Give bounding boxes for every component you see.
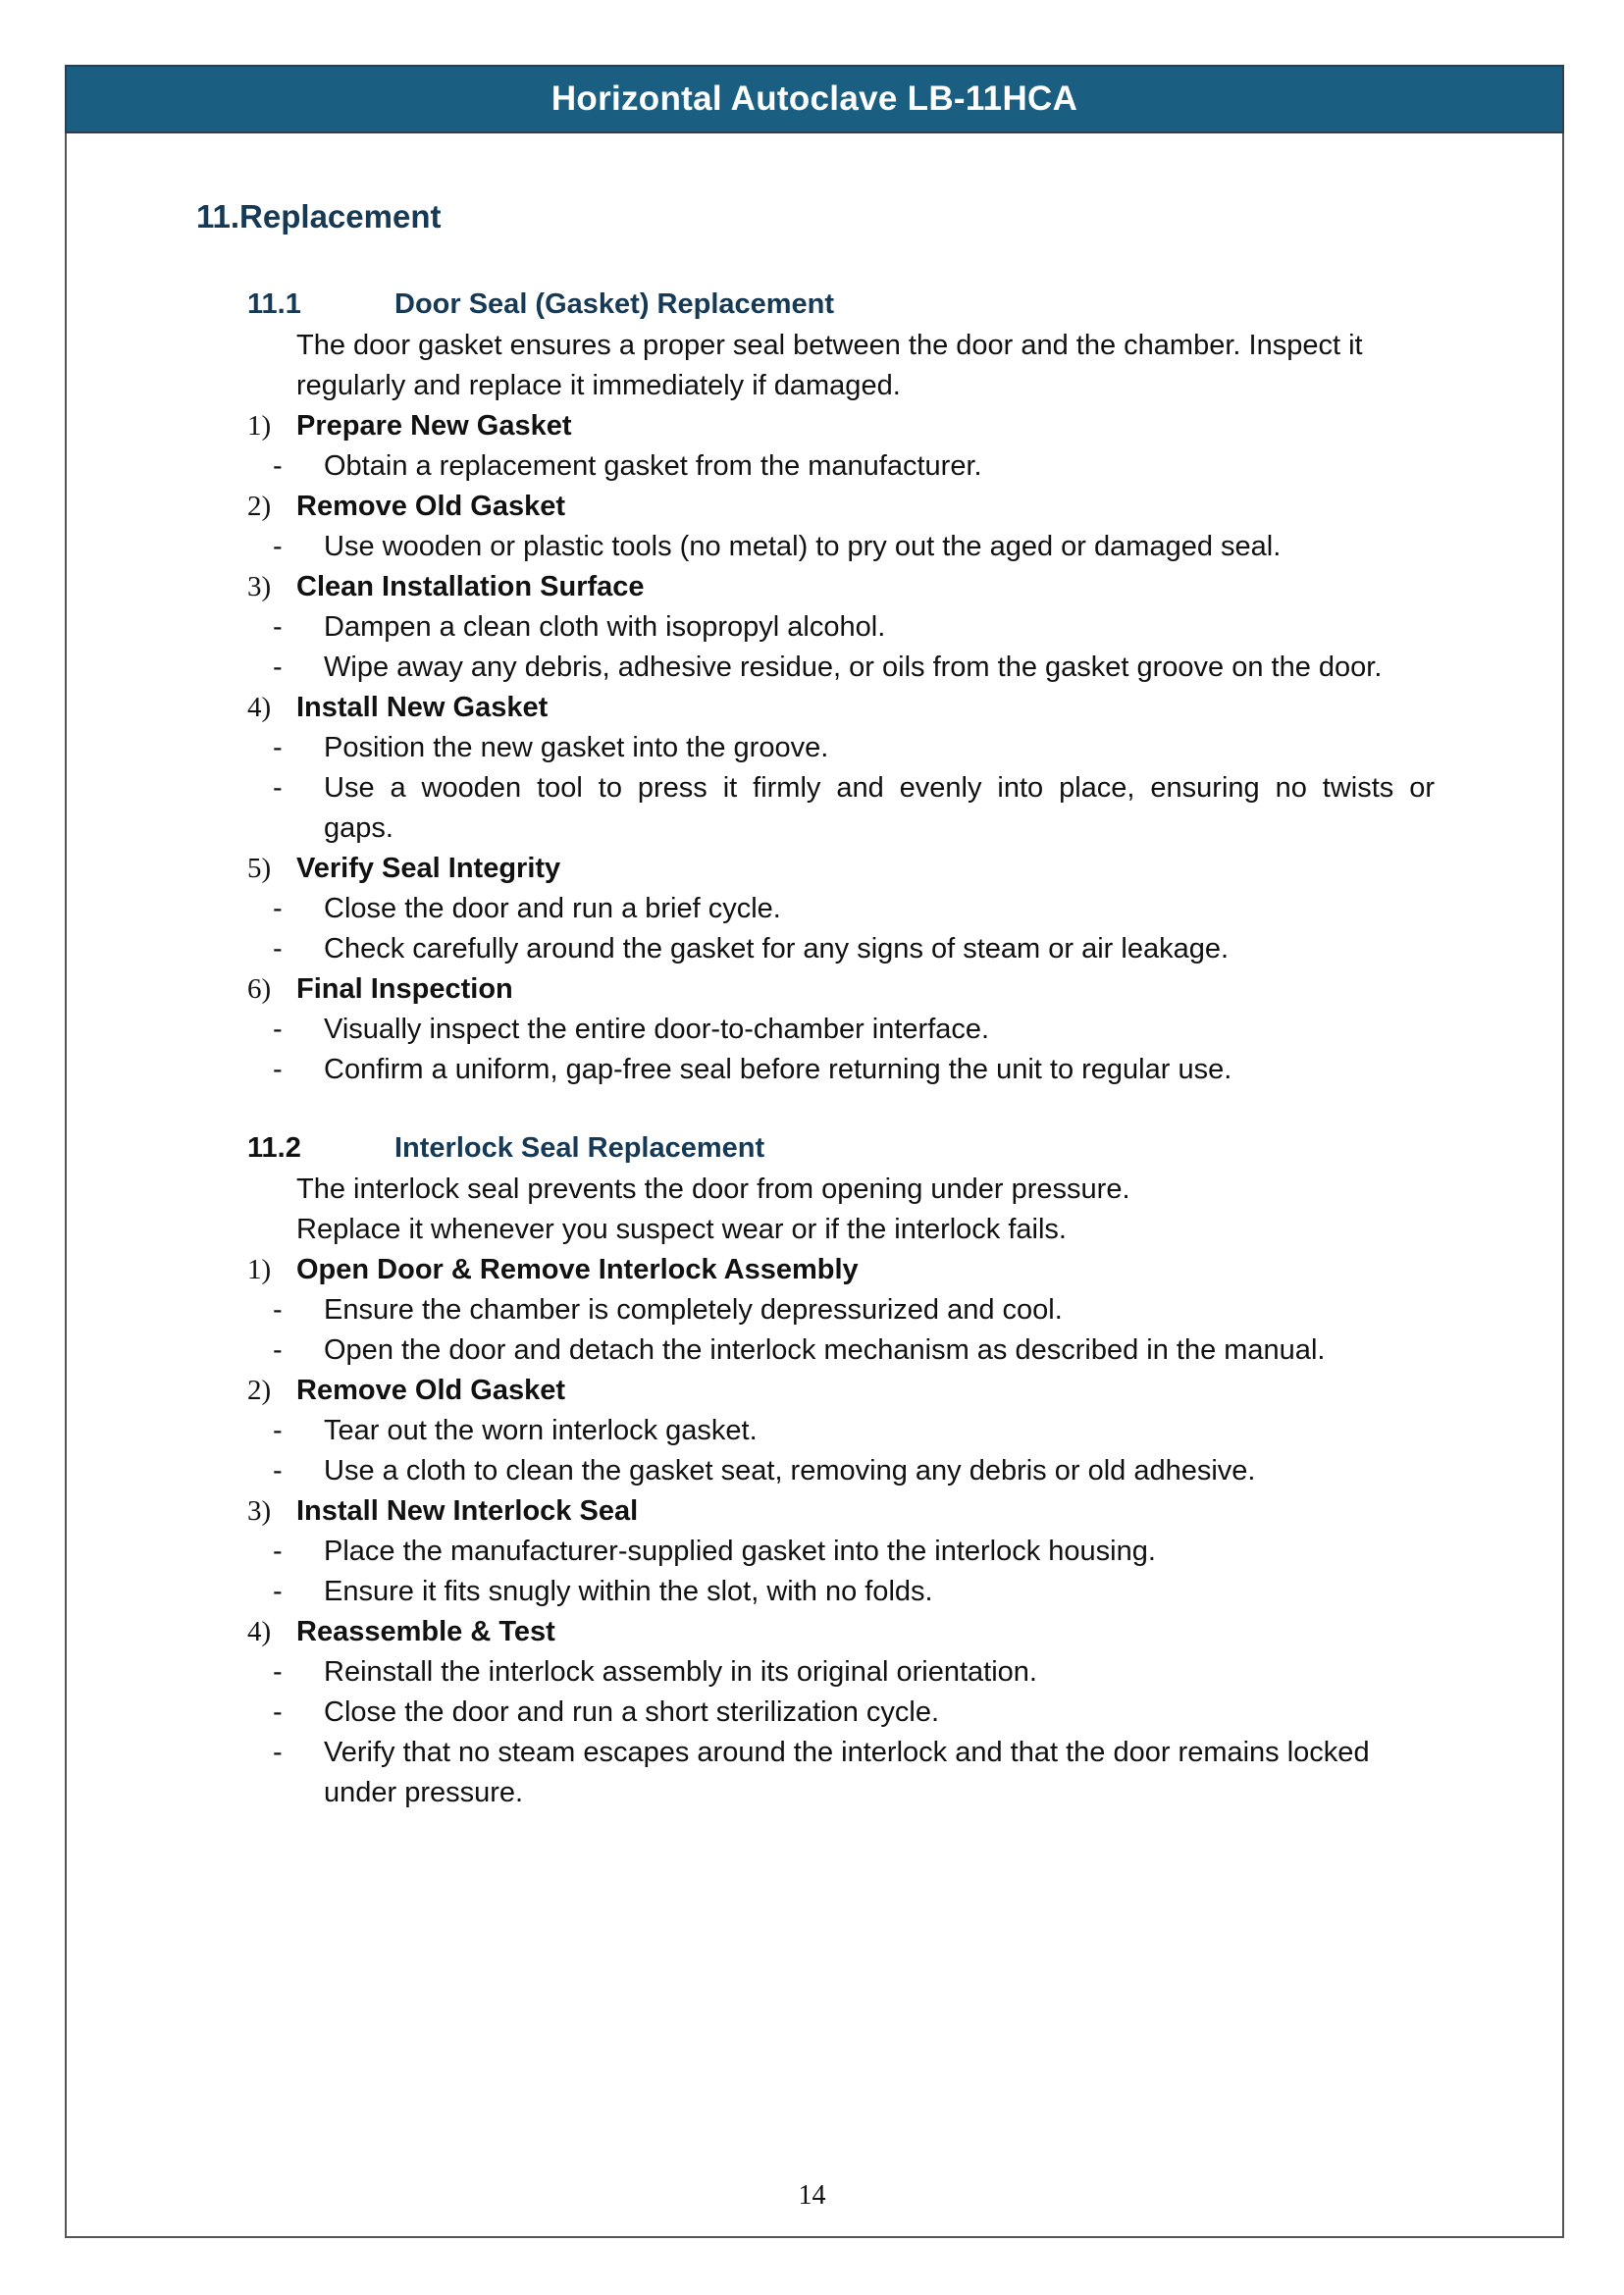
bullet-item: - Confirm a uniform, gap-free seal before returning the unit to regular use. (273, 1054, 1232, 1085)
section-intro-line: Replace it whenever you suspect wear or if the interlock fails. (296, 1214, 1067, 1245)
bullet-item: - Visually inspect the entire door-to-chamber interface. (273, 1014, 990, 1045)
bullet-item: - Close the door and run a short sterilization cycle. (273, 1696, 940, 1728)
section-intro-line: regularly and replace it immediately if damaged. (296, 370, 901, 401)
section-intro-line: The interlock seal prevents the door from opening under pressure. (296, 1174, 1130, 1205)
step-item: 1) Prepare New Gasket (247, 410, 572, 442)
header-bar (65, 65, 1564, 133)
step-item: 1) Open Door & Remove Interlock Assembly (247, 1254, 859, 1285)
step-item: 6) Final Inspection (247, 973, 513, 1005)
step-item: 4) Install New Gasket (247, 692, 549, 723)
section-number: 11.2 (247, 1132, 301, 1164)
bullet-item: - Ensure the chamber is completely depressurized and cool. (273, 1294, 1063, 1326)
bullet-item: - Reinstall the interlock assembly in its original orientation. (273, 1656, 1037, 1688)
bullet-item: - Obtain a replacement gasket from the manufacturer. (273, 450, 982, 482)
chapter-title: 11.Replacement (196, 198, 442, 235)
step-item: 2) Remove Old Gasket (247, 1375, 565, 1406)
section-heading-11-2 (247, 1132, 764, 1165)
bullet-item: - Wipe away any debris, adhesive residue, or oils from the gasket groove on the door. (273, 652, 1383, 683)
step-item: 2) Remove Old Gasket (247, 491, 565, 522)
bullet-item: - Ensure it fits snugly within the slot, with no folds. (273, 1576, 933, 1607)
section-number: 11.1 (247, 288, 301, 320)
bullet-item: - Place the manufacturer-supplied gasket into the interlock housing. (273, 1536, 1156, 1567)
bullet-item: - Use a wooden tool to press it firmly and evenly into place, ensuring no twists or (273, 772, 1435, 804)
bullet-item: - Check carefully around the gasket for any signs of steam or air leakage. (273, 933, 1230, 965)
step-item: 4) Reassemble & Test (247, 1616, 555, 1647)
bullet-item: - Use wooden or plastic tools (no metal) to pry out the aged or damaged seal. (273, 531, 1282, 562)
section-intro-line: The door gasket ensures a proper seal between the door and the chamber. Inspect it (296, 330, 1363, 361)
bullet-item: - Verify that no steam escapes around the interlock and that the door remains locked (273, 1737, 1370, 1768)
bullet-continuation: gaps. (324, 812, 393, 844)
document-title: Horizontal Autoclave LB-11HCA (550, 79, 1078, 118)
bullet-item: - Use a cloth to clean the gasket seat, removing any debris or old adhesive. (273, 1455, 1256, 1487)
section-heading-11-1 (247, 288, 834, 321)
bullet-item: - Position the new gasket into the groove. (273, 732, 829, 763)
section-title: Interlock Seal Replacement (394, 1132, 765, 1164)
bullet-item: - Open the door and detach the interlock mechanism as described in the manual. (273, 1334, 1326, 1366)
bullet-item: - Dampen a clean cloth with isopropyl alcohol. (273, 611, 886, 643)
step-item: 3) Clean Installation Surface (247, 571, 645, 602)
section-title: Door Seal (Gasket) Replacement (394, 288, 835, 320)
page-number: 14 (798, 2180, 826, 2211)
bullet-continuation: under pressure. (324, 1777, 524, 1808)
bullet-item: - Close the door and run a brief cycle. (273, 893, 781, 924)
step-item: 3) Install New Interlock Seal (247, 1495, 639, 1527)
bullet-item: - Tear out the worn interlock gasket. (273, 1415, 758, 1446)
step-item: 5) Verify Seal Integrity (247, 853, 561, 884)
